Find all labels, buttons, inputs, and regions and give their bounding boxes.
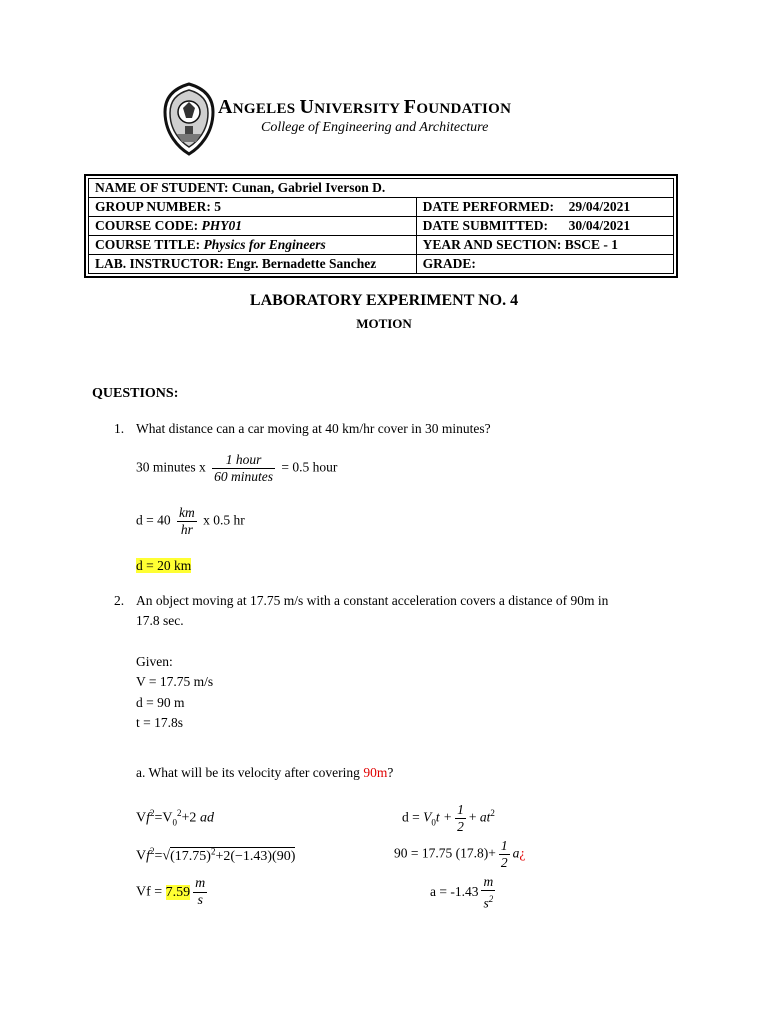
instructor-cell: LAB. INSTRUCTOR: Engr. Bernadette Sanchez (89, 255, 417, 274)
student-info-table (88, 178, 674, 274)
table-row (89, 236, 674, 255)
right-equation-1: $d = V_0t$ + $\frac{1}{2}$ + $at^2$ (402, 802, 495, 834)
q1-text: 1. What distance can a car moving at 40 km/hr cover in 30 minutes? (114, 421, 491, 436)
sub-question-a: a. What will be its velocity after covering 90m? (136, 765, 394, 780)
course-title-cell: COURSE TITLE: Physics for Engineers (89, 236, 417, 255)
q1-step2: d = 40 $\frac{km}{hr}$ x 0.5 hr (136, 505, 245, 537)
date-submitted-cell: DATE SUBMITTED: 30/04/2021 (416, 217, 673, 236)
q1-step1: 30 minutes x $\frac{\text{1 hour}}{\text{60 minutes}}$ = 0.5 hour (136, 452, 338, 484)
course-code: PHY01 (201, 218, 243, 233)
table-row (89, 255, 674, 274)
lab-title: LABORATORY EXPERIMENT NO. 4 (249, 292, 519, 309)
college-name: College of Engineering and Architecture (261, 120, 489, 135)
left-equation-1: $Vf^2=V_0^2+2$ ad (136, 808, 214, 828)
questions-heading: QUESTIONS: (92, 386, 179, 401)
fraction: $\frac{km}{hr}$ (179, 505, 195, 537)
table-row (89, 217, 674, 236)
grade-cell: GRADE: (416, 255, 673, 274)
student-name: Cunan, Gabriel Iverson D. (231, 180, 386, 195)
given-velocity: V = 17.75 m/s (136, 674, 214, 689)
left-equation-2: $Vf^2=√(17.75)^2+2(-1.43)(90)$ (136, 846, 296, 864)
name-cell: NAME OF STUDENT: Cunan, Gabriel Iverson D. (89, 179, 674, 198)
given-label: Given: (136, 654, 173, 669)
fraction: $\frac{1}{2}$ (500, 838, 508, 870)
date-performed-cell: DATE PERFORMED: 29/04/2021 (416, 198, 673, 217)
right-equation-3: a = -1.43 $\frac{m}{s^2}$ (430, 874, 494, 911)
fraction: $\frac{m}{s^2}$ (483, 874, 494, 911)
final-velocity: 7.59 (165, 884, 191, 900)
left-equation-3: Vf = 7.59 $\frac{m}{s}$ (136, 876, 206, 908)
date-performed: 29/04/2021 (568, 199, 631, 214)
q2-text: 2. An object moving at 17.75 m/s with a constant acceleration covers a distance of 90m in (114, 593, 609, 608)
group-number: 5 (214, 199, 221, 214)
course-code-cell: COURSE CODE: PHY01 (89, 217, 417, 236)
group-cell: GROUP NUMBER: 5 (89, 198, 417, 217)
university-name: ANGELES UNIVERSITY FOUNDATION (218, 96, 512, 118)
year-section-cell: YEAR AND SECTION: BSCE - 1 (416, 236, 673, 255)
right-equation-2: 90 = 17.75 (17.8)+ $\frac{1}{2}$ a¿ (394, 838, 526, 870)
table-row (89, 179, 674, 198)
lab-subtitle: MOTION (356, 316, 412, 331)
given-time: t = 17.8s (136, 715, 183, 730)
university-seal-logo (163, 82, 215, 156)
fraction: $\frac{\text{1 hour}}{\text{60 minutes}}$ (214, 452, 273, 484)
given-distance: d = 90 m (136, 695, 185, 710)
fraction: $\frac{m}{s}$ (195, 876, 206, 908)
student-info-box (84, 174, 678, 278)
date-submitted: 30/04/2021 (568, 218, 631, 233)
q1-answer: d = 20 km (136, 558, 192, 573)
table-row (89, 198, 674, 217)
fraction: $\frac{1}{2}$ (457, 802, 464, 834)
q2-text-cont: 17.8 sec. (136, 613, 184, 628)
year-section: BSCE - 1 (564, 237, 619, 252)
course-title: Physics for Engineers (203, 237, 326, 252)
instructor-name: Engr. Bernadette Sanchez (227, 256, 377, 271)
